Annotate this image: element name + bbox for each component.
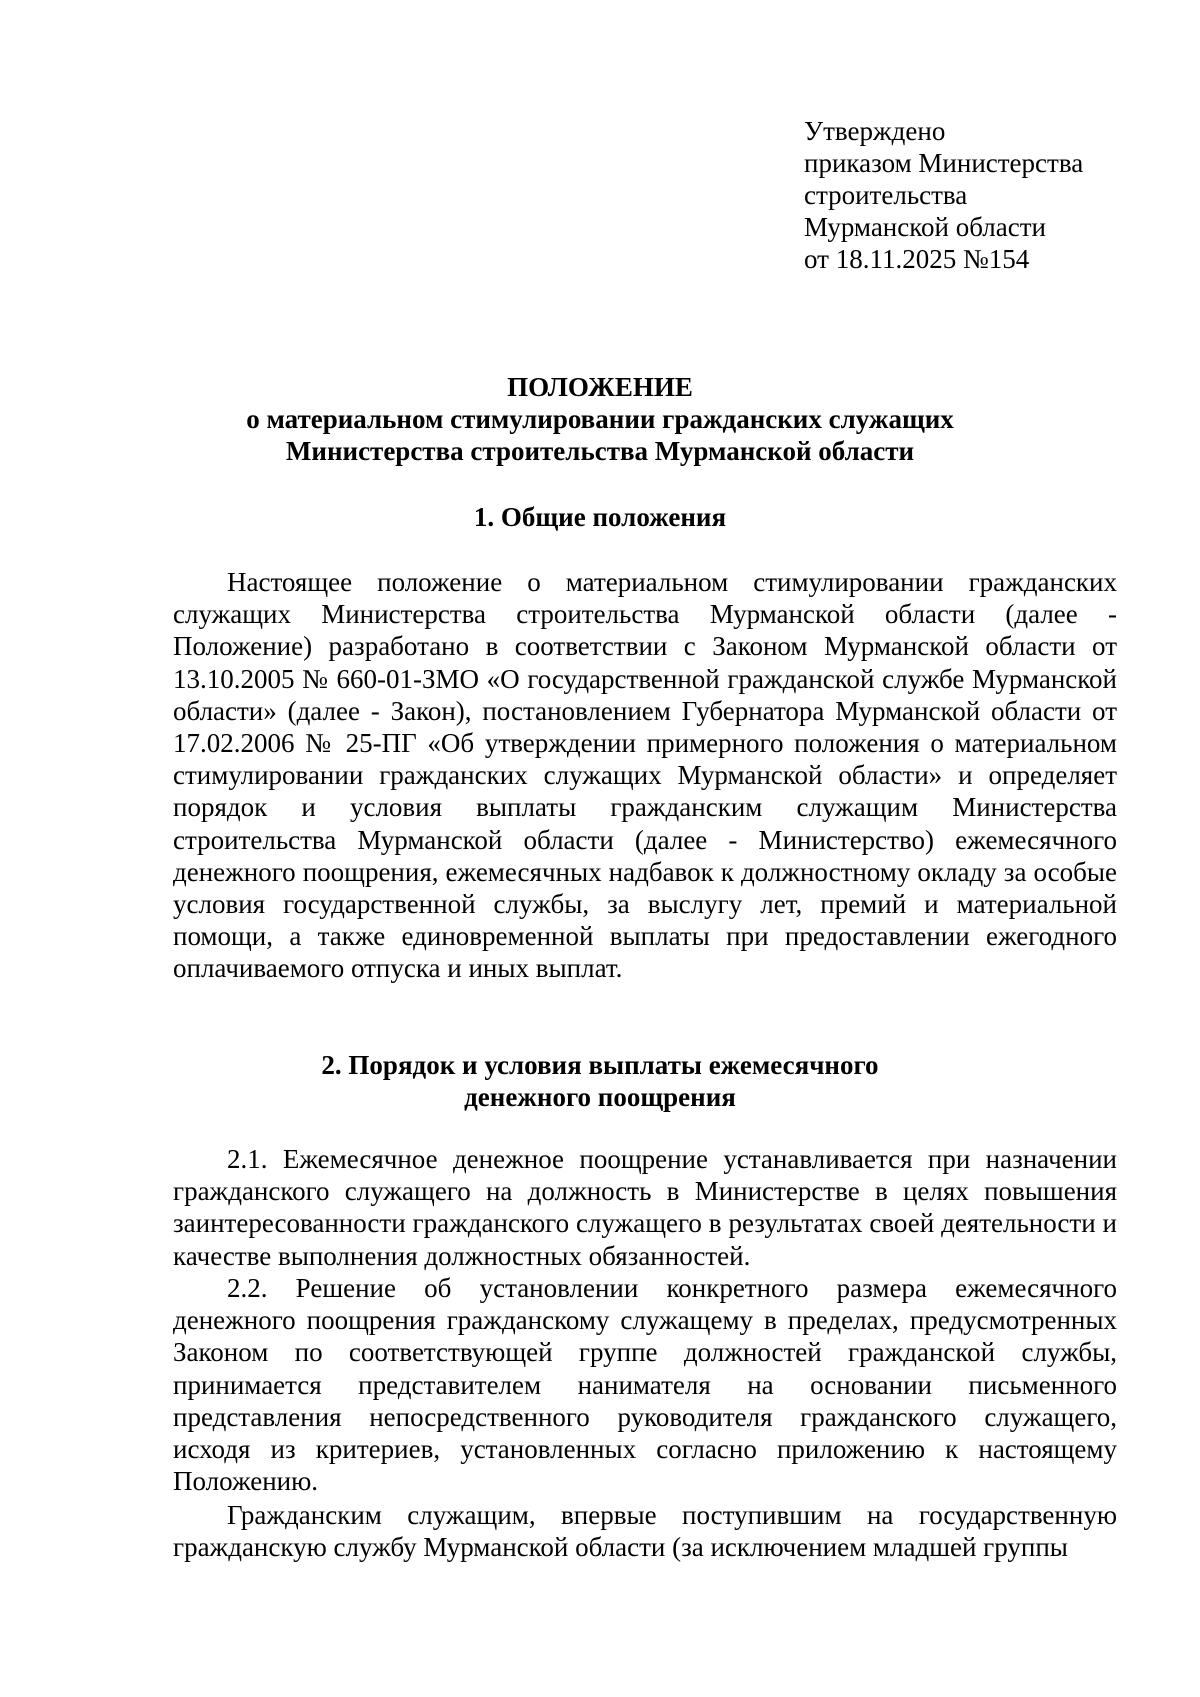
- approval-line: Утверждено: [804, 116, 946, 146]
- paragraph-2-2: 2.2. Решение об установлении конкретного размера ежемесячного денежного поощрения гражданскому служащему в пределах, предусмотренных Законом по соответствующей группе должностей гражданской службы, принимается представителем нанимателя на основании письменного представления непосредственного руководителя гражданского служащего, исходя из критериев, установленных согласно приложению к настоящему Положению.: [173, 1273, 1117, 1497]
- title-line: о материальном стимулировании гражданских служащих: [246, 404, 954, 434]
- section-1-paragraph: Настоящее положение о материальном стимулировании гражданских служащих Министерства строительства Мурманской области (далее - Положение) разработано в соответствии с Законом Мурманской области от 13.10.2005 № 660-01-ЗМО «О государственной гражданской службе Мурманской области» (далее - Закон), постановлением Губернатора Мурманской области от 17.02.2006 № 25-ПГ «Об утверждении примерного положения о материальном стимулировании гражданских служащих Мурманской области» и определяет порядок и условия выплаты гражданским служащим Министерства строительства Мурманской области (далее - Министерство) ежемесячного денежного поощрения, ежемесячных надбавок к должностному окладу за особые условия государственной службы, за выслугу лет, премий и материальной помощи, а также единовременной выплаты при предоставлении ежегодного оплачиваемого отпуска и иных выплат.: [173, 567, 1117, 984]
- document-title: [160, 371, 1040, 467]
- approval-line: Мурманской области: [804, 212, 1046, 242]
- paragraph-2-2-continuation: Гражданским служащим, впервые поступившим на государственную гражданскую службу Мурманской области (за исключением младшей группы: [173, 1500, 1117, 1563]
- title-line: Министерства строительства Мурманской области: [285, 436, 915, 466]
- approval-line: приказом Министерства: [804, 148, 1084, 178]
- section-2-heading-line: 2. Порядок и условия выплаты ежемесячного: [321, 1050, 879, 1080]
- title-line: ПОЛОЖЕНИЕ: [507, 372, 693, 402]
- approval-line: строительства: [804, 180, 968, 210]
- section-2-heading: [160, 1049, 1040, 1113]
- section-1-heading: 1. Общие положения: [473, 502, 727, 532]
- paragraph-2-1: 2.1. Ежемесячное денежное поощрение устанавливается при назначении гражданского служащего на должность в Министерстве в целях повышения заинтересованности гражданского служащего в результатах своей деятельности и качестве выполнения должностных обязанностей.: [173, 1144, 1117, 1271]
- section-2-heading-line: денежного поощрения: [464, 1082, 736, 1112]
- approval-stamp-block: [804, 115, 1083, 275]
- approval-date-number: от 18.11.2025 №154: [804, 244, 1030, 274]
